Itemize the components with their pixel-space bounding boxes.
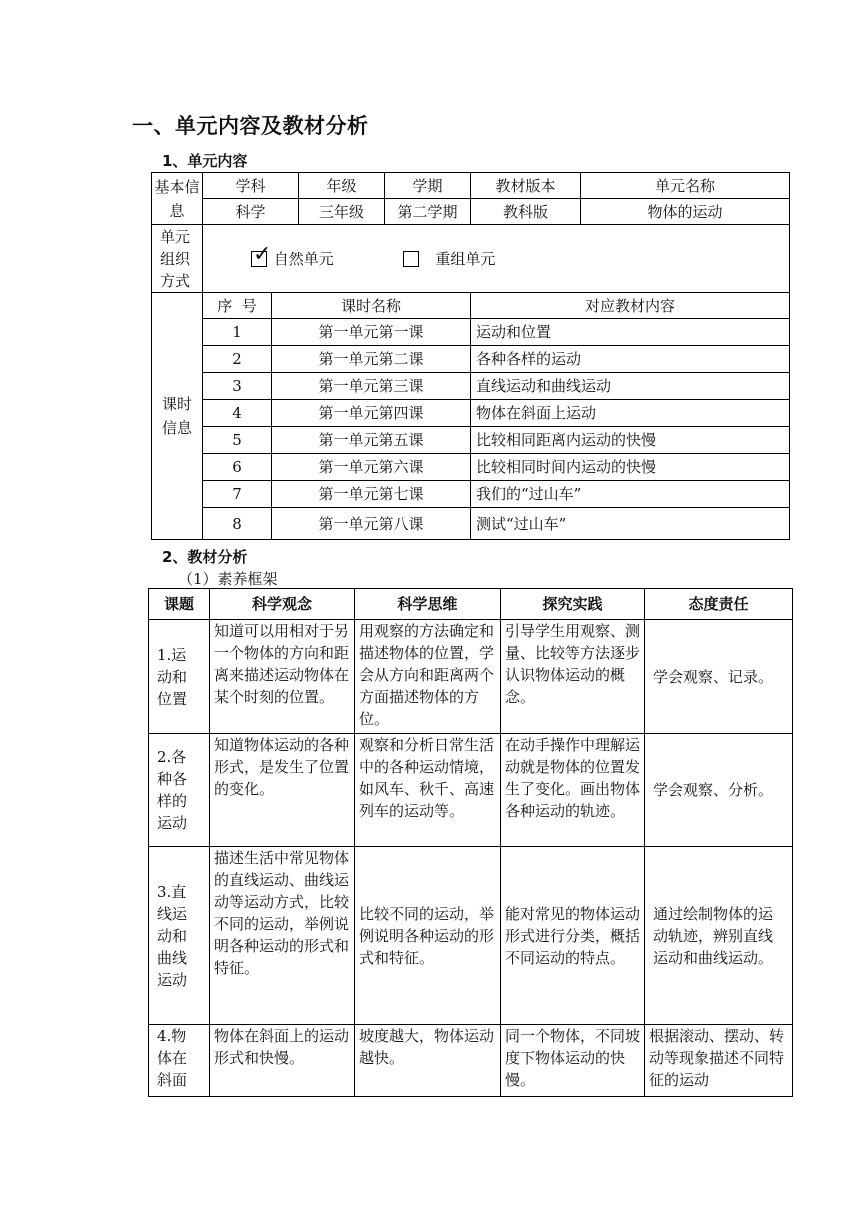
lesson-content: 直线运动和曲线运动	[471, 373, 790, 400]
framework-header-attitude: 态度责任	[645, 589, 793, 620]
framework-concept: 物体在斜面上的运动形式和快慢。	[210, 1025, 355, 1097]
lesson-name: 第一单元第七课	[272, 481, 471, 508]
lesson-number: 2	[203, 346, 272, 373]
framework-header-topic: 课题	[149, 589, 210, 620]
header-term: 学期	[385, 173, 471, 199]
regrouped-unit-label: 重组单元	[435, 250, 496, 268]
lesson-content: 比较相同时间内运动的快慢	[471, 454, 790, 481]
header-subject: 学科	[203, 173, 299, 199]
natural-unit-label: 自然单元	[273, 250, 334, 268]
framework-concept: 描述生活中常见物体的直线运动、曲线运动等运动方式，比较不同的运动，举例说明各种运动的形式和特征。	[210, 847, 355, 1025]
basic-info-label: 基本信息	[152, 173, 203, 225]
value-grade: 三年级	[299, 199, 385, 225]
lesson-number: 7	[203, 481, 272, 508]
lesson-info-label: 课时信息	[152, 293, 203, 540]
lesson-number: 1	[203, 319, 272, 346]
lesson-number: 3	[203, 373, 272, 400]
framework-topic: 3.直线运动和曲线运动	[149, 847, 210, 1025]
lesson-header-name: 课时名称	[272, 293, 471, 319]
header-grade: 年级	[299, 173, 385, 199]
organization-options	[203, 225, 790, 293]
lesson-name: 第一单元第四课	[272, 400, 471, 427]
lesson-number: 8	[203, 508, 272, 540]
section-title: 一、单元内容及教材分析	[132, 114, 369, 138]
regrouped-unit-checkbox[interactable]	[403, 251, 419, 267]
framework-practice: 引导学生用观察、测量、比较等方法逐步认识物体运动的概念。	[501, 620, 645, 734]
framework-concept: 知道可以用相对于另一个物体的方向和距离来描述运动物体在某个时刻的位置。	[210, 620, 355, 734]
framework-practice: 在动手操作中理解运动就是物体的位置发生了变化。画出物体各种运动的轨迹。	[501, 734, 645, 847]
natural-unit-checkbox[interactable]	[251, 242, 272, 267]
framework-thinking: 观察和分析日常生活中的各种运动情境，如风车、秋千、高速列车的运动等。	[355, 734, 501, 847]
value-subject: 科学	[203, 199, 299, 225]
lesson-content: 物体在斜面上运动	[471, 400, 790, 427]
unit-content-table	[151, 172, 790, 540]
framework-attitude: 根据滚动、摆动、转动等现象描述不同特征的运动	[645, 1025, 793, 1097]
framework-table	[148, 588, 793, 1097]
framework-attitude: 学会观察、分析。	[645, 734, 793, 847]
subsection-title-unit-content: 1、单元内容	[162, 152, 248, 170]
lesson-number: 5	[203, 427, 272, 454]
header-unit-name: 单元名称	[581, 173, 790, 199]
framework-topic: 2.各种各样的运动	[149, 734, 210, 847]
framework-concept: 知道物体运动的各种形式，是发生了位置的变化。	[210, 734, 355, 847]
framework-attitude: 通过绘制物体的运动轨迹，辨别直线运动和曲线运动。	[645, 847, 793, 1025]
value-term: 第二学期	[385, 199, 471, 225]
lesson-header-content: 对应教材内容	[471, 293, 790, 319]
value-edition: 教科版	[471, 199, 581, 225]
lesson-name: 第一单元第一课	[272, 319, 471, 346]
framework-header-concept: 科学观念	[210, 589, 355, 620]
lesson-number: 6	[203, 454, 272, 481]
subsection-title-analysis: 2、教材分析	[162, 548, 248, 566]
lesson-name: 第一单元第五课	[272, 427, 471, 454]
lesson-name: 第一单元第三课	[272, 373, 471, 400]
checkmark-icon: ✓	[253, 242, 272, 267]
framework-title: （1）素养框架	[178, 570, 278, 588]
lesson-content: 比较相同距离内运动的快慢	[471, 427, 790, 454]
framework-header-thinking: 科学思维	[355, 589, 501, 620]
framework-thinking: 比较不同的运动，举例说明各种运动的形式和特征。	[355, 847, 501, 1025]
framework-header-practice: 探究实践	[501, 589, 645, 620]
framework-practice: 同一个物体，不同坡度下物体运动的快慢。	[501, 1025, 645, 1097]
header-edition: 教材版本	[471, 173, 581, 199]
framework-practice: 能对常见的物体运动形式进行分类，概括不同运动的特点。	[501, 847, 645, 1025]
lesson-name: 第一单元第六课	[272, 454, 471, 481]
organization-label: 单元组织方式	[152, 225, 203, 293]
lesson-content: 测试“过山车”	[471, 508, 790, 540]
framework-topic: 4.物体在斜面	[149, 1025, 210, 1097]
value-unit-name: 物体的运动	[581, 199, 790, 225]
lesson-content: 各种各样的运动	[471, 346, 790, 373]
lesson-header-number: 序 号	[203, 293, 272, 319]
lesson-content: 运动和位置	[471, 319, 790, 346]
lesson-name: 第一单元第二课	[272, 346, 471, 373]
lesson-number: 4	[203, 400, 272, 427]
framework-thinking: 坡度越大，物体运动越快。	[355, 1025, 501, 1097]
framework-attitude: 学会观察、记录。	[645, 620, 793, 734]
lesson-content: 我们的“过山车”	[471, 481, 790, 508]
framework-topic: 1.运动和位置	[149, 620, 210, 734]
framework-thinking: 用观察的方法确定和描述物体的位置，学会从方向和距离两个方面描述物体的方位。	[355, 620, 501, 734]
lesson-name: 第一单元第八课	[272, 508, 471, 540]
